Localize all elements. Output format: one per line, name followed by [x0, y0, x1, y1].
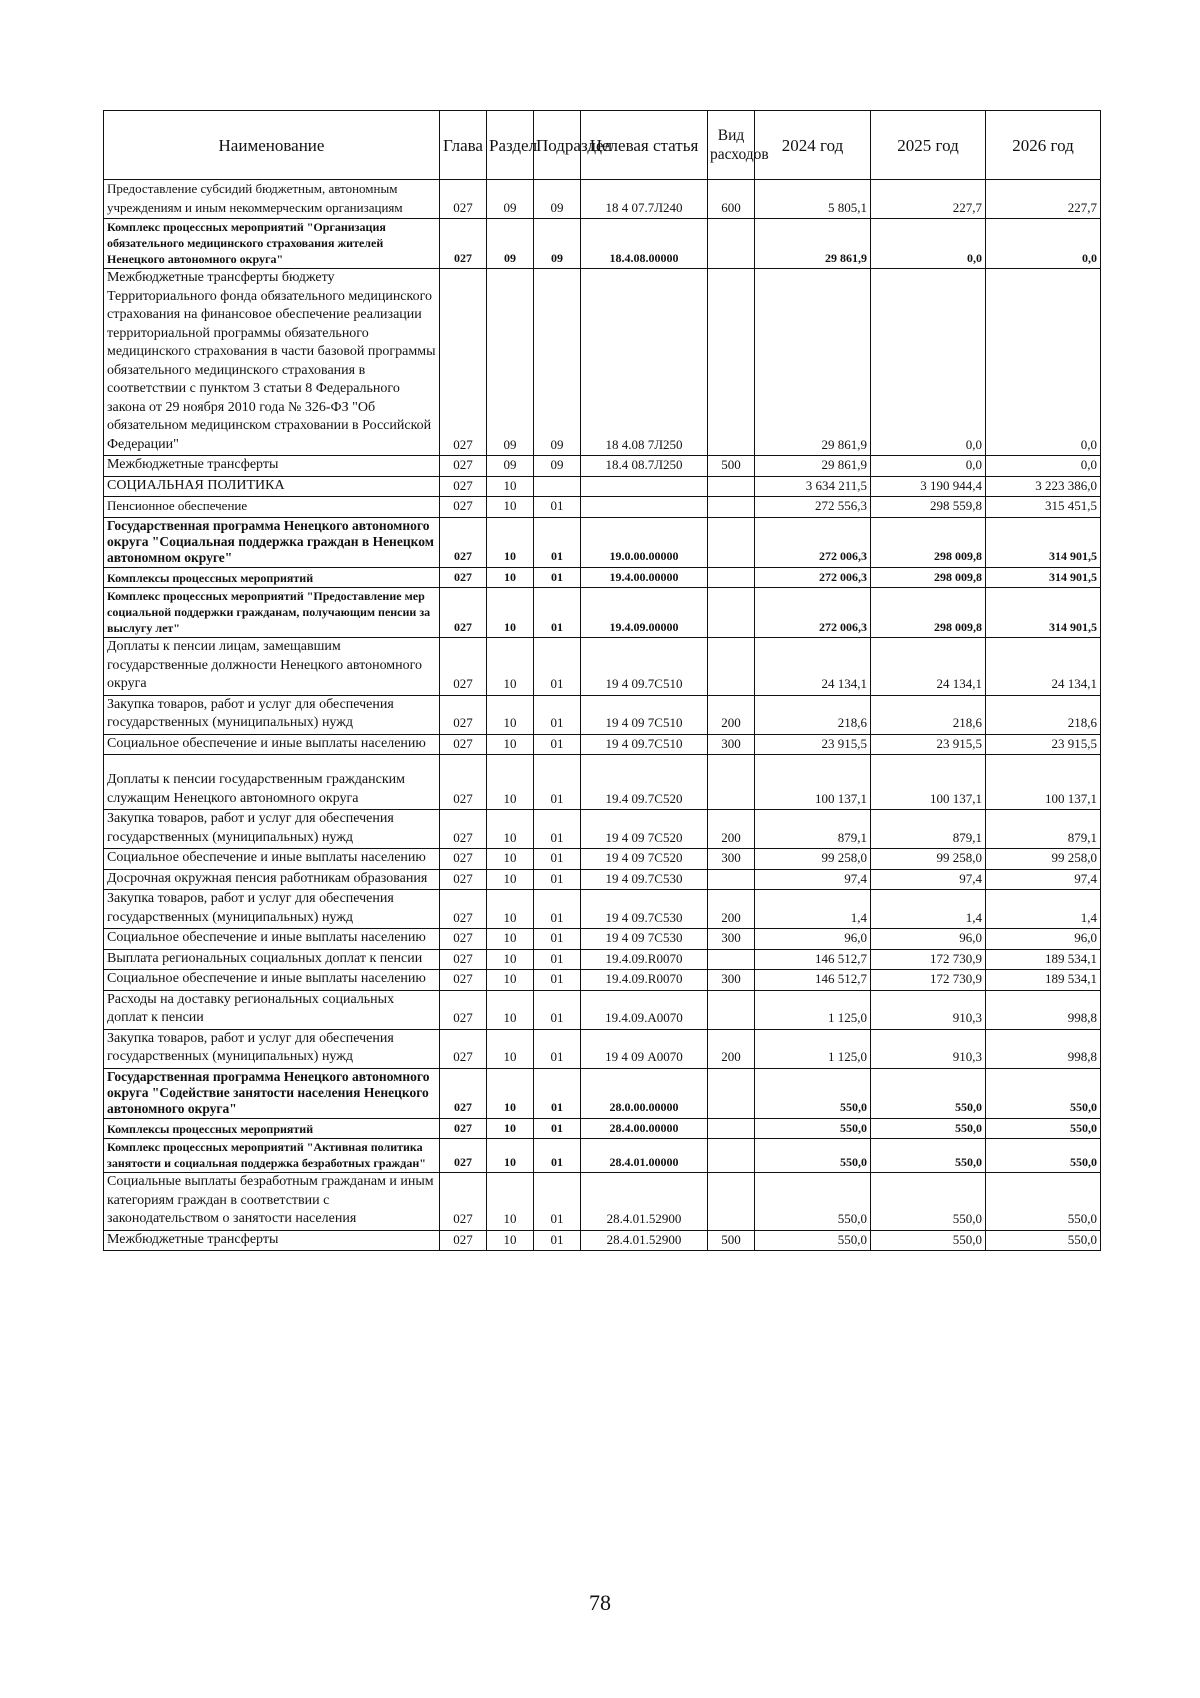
table-row	[104, 638, 1101, 696]
cell-2026: 218,6	[986, 695, 1101, 734]
cell-razdel: 10	[487, 638, 534, 696]
table-header-row	[104, 111, 1101, 180]
cell-glava: 027	[440, 810, 487, 849]
cell-article: 19 4 09.7С530	[581, 890, 708, 929]
cell-vid: 300	[708, 849, 755, 870]
table-row	[104, 1173, 1101, 1231]
cell-podrazdel: 09	[534, 456, 581, 477]
cell-podrazdel: 09	[534, 219, 581, 269]
header-vid: Вид расходов	[708, 111, 755, 180]
cell-article: 19.4.00.00000	[581, 567, 708, 588]
cell-vid: 300	[708, 970, 755, 991]
header-glava: Глава	[440, 111, 487, 180]
cell-podrazdel: 01	[534, 1068, 581, 1118]
cell-2025: 550,0	[871, 1068, 986, 1118]
cell-2026: 998,8	[986, 990, 1101, 1029]
cell-razdel: 10	[487, 970, 534, 991]
cell-vid: 200	[708, 810, 755, 849]
cell-razdel: 10	[487, 810, 534, 849]
cell-2026: 97,4	[986, 869, 1101, 890]
cell-glava: 027	[440, 734, 487, 755]
cell-article: 19 4 09.7С530	[581, 869, 708, 890]
cell-name: Предоставление субсидий бюджетным, автономным учреждениям и иным некоммерческим организациям	[104, 180, 440, 219]
cell-razdel: 10	[487, 869, 534, 890]
cell-2025: 550,0	[871, 1118, 986, 1139]
cell-vid	[708, 949, 755, 970]
cell-razdel: 10	[487, 1139, 534, 1173]
cell-podrazdel: 01	[534, 588, 581, 638]
cell-glava: 027	[440, 269, 487, 456]
cell-article: 18 4.08 7Л250	[581, 269, 708, 456]
cell-razdel: 10	[487, 476, 534, 497]
cell-article: 18.4 08.7Л250	[581, 456, 708, 477]
cell-article: 19 4 09 7С520	[581, 810, 708, 849]
cell-2024: 272 556,3	[755, 497, 871, 518]
cell-article: 28.4.01.52900	[581, 1173, 708, 1231]
cell-razdel: 09	[487, 269, 534, 456]
cell-article: 19.4.09.R0070	[581, 970, 708, 991]
cell-2025: 0,0	[871, 219, 986, 269]
cell-2024: 97,4	[755, 869, 871, 890]
cell-vid	[708, 755, 755, 810]
cell-2024: 24 134,1	[755, 638, 871, 696]
cell-name: Комплекс процессных мероприятий "Организация обязательного медицинского страхования жителей Ненецкого автономного округа"	[104, 219, 440, 269]
cell-2026: 550,0	[986, 1139, 1101, 1173]
cell-podrazdel: 01	[534, 1029, 581, 1068]
table-row	[104, 810, 1101, 849]
cell-2026: 24 134,1	[986, 638, 1101, 696]
cell-2026: 550,0	[986, 1118, 1101, 1139]
table-row	[104, 929, 1101, 950]
cell-razdel: 09	[487, 180, 534, 219]
cell-vid: 600	[708, 180, 755, 219]
table-row	[104, 1230, 1101, 1251]
cell-podrazdel: 01	[534, 497, 581, 518]
cell-vid: 300	[708, 929, 755, 950]
cell-2024: 1,4	[755, 890, 871, 929]
cell-razdel: 10	[487, 734, 534, 755]
cell-article: 19 4 09 А0070	[581, 1029, 708, 1068]
table-body	[104, 180, 1101, 1251]
cell-2024: 100 137,1	[755, 755, 871, 810]
cell-2024: 29 861,9	[755, 219, 871, 269]
cell-2025: 99 258,0	[871, 849, 986, 870]
cell-name: Межбюджетные трансферты	[104, 456, 440, 477]
cell-glava: 027	[440, 1068, 487, 1118]
cell-glava: 027	[440, 929, 487, 950]
cell-vid: 500	[708, 1230, 755, 1251]
cell-2025: 910,3	[871, 990, 986, 1029]
table-row	[104, 476, 1101, 497]
cell-name: Закупка товаров, работ и услуг для обеспечения государственных (муниципальных) нужд	[104, 890, 440, 929]
cell-razdel: 10	[487, 1068, 534, 1118]
cell-vid: 200	[708, 695, 755, 734]
cell-2026: 99 258,0	[986, 849, 1101, 870]
cell-glava: 027	[440, 1173, 487, 1231]
cell-podrazdel: 01	[534, 929, 581, 950]
cell-2024: 550,0	[755, 1139, 871, 1173]
cell-glava: 027	[440, 567, 487, 588]
header-razdel: Раздел	[487, 111, 534, 180]
cell-name: Досрочная окружная пенсия работникам образования	[104, 869, 440, 890]
cell-article: 19 4 09 7С510	[581, 695, 708, 734]
cell-glava: 027	[440, 695, 487, 734]
header-name: Наименование	[104, 111, 440, 180]
cell-razdel: 10	[487, 1230, 534, 1251]
cell-vid	[708, 1173, 755, 1231]
cell-name: Закупка товаров, работ и услуг для обеспечения государственных (муниципальных) нужд	[104, 810, 440, 849]
cell-razdel: 10	[487, 588, 534, 638]
cell-name: Социальное обеспечение и иные выплаты населению	[104, 970, 440, 991]
cell-name: Комплексы процессных мероприятий	[104, 1118, 440, 1139]
cell-2024: 550,0	[755, 1173, 871, 1231]
cell-article: 19 4 09 7С530	[581, 929, 708, 950]
cell-razdel: 09	[487, 456, 534, 477]
table-row	[104, 1068, 1101, 1118]
cell-2025: 298 009,8	[871, 517, 986, 567]
cell-razdel: 10	[487, 567, 534, 588]
cell-razdel: 10	[487, 1029, 534, 1068]
cell-2025: 879,1	[871, 810, 986, 849]
cell-razdel: 10	[487, 990, 534, 1029]
cell-2025: 0,0	[871, 269, 986, 456]
table-row	[104, 588, 1101, 638]
cell-2026: 3 223 386,0	[986, 476, 1101, 497]
cell-vid	[708, 588, 755, 638]
cell-2024: 29 861,9	[755, 269, 871, 456]
cell-2024: 550,0	[755, 1068, 871, 1118]
cell-2025: 3 190 944,4	[871, 476, 986, 497]
cell-glava: 027	[440, 219, 487, 269]
cell-name: Социальные выплаты безработным гражданам и иным категориям граждан в соответствии с законодательством о занятости населения	[104, 1173, 440, 1231]
table-row	[104, 755, 1101, 810]
cell-2024: 272 006,3	[755, 517, 871, 567]
cell-vid	[708, 219, 755, 269]
cell-article: 19.4.09.А0070	[581, 990, 708, 1029]
cell-2024: 272 006,3	[755, 567, 871, 588]
cell-2025: 96,0	[871, 929, 986, 950]
cell-2025: 1,4	[871, 890, 986, 929]
cell-glava: 027	[440, 517, 487, 567]
cell-2026: 550,0	[986, 1173, 1101, 1231]
cell-name: Межбюджетные трансферты	[104, 1230, 440, 1251]
cell-2024: 1 125,0	[755, 990, 871, 1029]
cell-glava: 027	[440, 180, 487, 219]
cell-article: 19 4 09.7С510	[581, 638, 708, 696]
cell-name: Социальное обеспечение и иные выплаты населению	[104, 734, 440, 755]
cell-article	[581, 476, 708, 497]
cell-name: Комплексы процессных мероприятий	[104, 567, 440, 588]
cell-2026: 550,0	[986, 1230, 1101, 1251]
cell-name: СОЦИАЛЬНАЯ ПОЛИТИКА	[104, 476, 440, 497]
table-row	[104, 497, 1101, 518]
cell-glava: 027	[440, 1230, 487, 1251]
table-row	[104, 869, 1101, 890]
cell-2024: 29 861,9	[755, 456, 871, 477]
cell-vid	[708, 497, 755, 518]
cell-2026: 0,0	[986, 269, 1101, 456]
cell-2026: 100 137,1	[986, 755, 1101, 810]
table-row	[104, 517, 1101, 567]
cell-name: Социальное обеспечение и иные выплаты населению	[104, 929, 440, 950]
cell-2024: 3 634 211,5	[755, 476, 871, 497]
table-row	[104, 990, 1101, 1029]
cell-podrazdel: 01	[534, 755, 581, 810]
cell-article: 19.4.09.00000	[581, 588, 708, 638]
cell-name: Комплекс процессных мероприятий "Активная политика занятости и социальная поддержка безработных граждан"	[104, 1139, 440, 1173]
cell-2024: 550,0	[755, 1118, 871, 1139]
cell-glava: 027	[440, 949, 487, 970]
header-article: Целевая статья	[581, 111, 708, 180]
cell-vid	[708, 990, 755, 1029]
cell-2025: 298 559,8	[871, 497, 986, 518]
cell-2026: 0,0	[986, 219, 1101, 269]
cell-2024: 272 006,3	[755, 588, 871, 638]
cell-glava: 027	[440, 588, 487, 638]
table-row	[104, 849, 1101, 870]
cell-2025: 298 009,8	[871, 588, 986, 638]
cell-glava: 027	[440, 476, 487, 497]
cell-podrazdel: 01	[534, 695, 581, 734]
cell-2025: 910,3	[871, 1029, 986, 1068]
cell-2026: 189 534,1	[986, 949, 1101, 970]
cell-2024: 23 915,5	[755, 734, 871, 755]
cell-2026: 23 915,5	[986, 734, 1101, 755]
cell-glava: 027	[440, 755, 487, 810]
cell-vid	[708, 567, 755, 588]
cell-2024: 1 125,0	[755, 1029, 871, 1068]
cell-2026: 1,4	[986, 890, 1101, 929]
cell-vid: 200	[708, 1029, 755, 1068]
header-podrazdel: Подраздел	[534, 111, 581, 180]
header-2025: 2025 год	[871, 111, 986, 180]
cell-name: Закупка товаров, работ и услуг для обеспечения государственных (муниципальных) нужд	[104, 695, 440, 734]
cell-article: 19.0.00.00000	[581, 517, 708, 567]
cell-glava: 027	[440, 869, 487, 890]
cell-2024: 99 258,0	[755, 849, 871, 870]
table-row	[104, 1139, 1101, 1173]
cell-2026: 314 901,5	[986, 588, 1101, 638]
table-row	[104, 219, 1101, 269]
cell-name: Комплекс процессных мероприятий "Предоставление мер социальной поддержки гражданам, получающим пенсии за выслугу лет"	[104, 588, 440, 638]
cell-2025: 24 134,1	[871, 638, 986, 696]
cell-2026: 314 901,5	[986, 517, 1101, 567]
cell-2024: 879,1	[755, 810, 871, 849]
cell-vid	[708, 1118, 755, 1139]
budget-table	[103, 110, 1101, 1251]
cell-vid	[708, 269, 755, 456]
cell-2025: 172 730,9	[871, 949, 986, 970]
cell-glava: 027	[440, 849, 487, 870]
cell-glava: 027	[440, 1139, 487, 1173]
table-row	[104, 269, 1101, 456]
cell-2024: 5 805,1	[755, 180, 871, 219]
cell-article: 18.4.08.00000	[581, 219, 708, 269]
cell-article: 19 4 09 7С520	[581, 849, 708, 870]
cell-2025: 97,4	[871, 869, 986, 890]
cell-razdel: 10	[487, 1118, 534, 1139]
cell-2026: 96,0	[986, 929, 1101, 950]
cell-vid	[708, 476, 755, 497]
cell-razdel: 09	[487, 219, 534, 269]
cell-razdel: 10	[487, 695, 534, 734]
cell-2026: 189 534,1	[986, 970, 1101, 991]
cell-article: 28.4.01.52900	[581, 1230, 708, 1251]
cell-2024: 96,0	[755, 929, 871, 950]
cell-vid	[708, 1139, 755, 1173]
cell-article: 19 4 09.7С510	[581, 734, 708, 755]
cell-name: Закупка товаров, работ и услуг для обеспечения государственных (муниципальных) нужд	[104, 1029, 440, 1068]
cell-article: 28.0.00.00000	[581, 1068, 708, 1118]
cell-2026: 0,0	[986, 456, 1101, 477]
cell-2026: 879,1	[986, 810, 1101, 849]
cell-2024: 146 512,7	[755, 949, 871, 970]
cell-2024: 218,6	[755, 695, 871, 734]
cell-2024: 550,0	[755, 1230, 871, 1251]
cell-glava: 027	[440, 990, 487, 1029]
cell-podrazdel: 01	[534, 1230, 581, 1251]
cell-podrazdel: 01	[534, 990, 581, 1029]
cell-name: Расходы на доставку региональных социальных доплат к пенсии	[104, 990, 440, 1029]
cell-podrazdel: 01	[534, 638, 581, 696]
cell-razdel: 10	[487, 890, 534, 929]
cell-glava: 027	[440, 1029, 487, 1068]
table-row	[104, 734, 1101, 755]
cell-glava: 027	[440, 1118, 487, 1139]
cell-name: Выплата региональных социальных доплат к пенсии	[104, 949, 440, 970]
cell-podrazdel: 01	[534, 869, 581, 890]
cell-vid: 200	[708, 890, 755, 929]
cell-vid	[708, 869, 755, 890]
cell-article: 28.4.01.00000	[581, 1139, 708, 1173]
cell-glava: 027	[440, 638, 487, 696]
cell-podrazdel: 01	[534, 949, 581, 970]
cell-podrazdel: 09	[534, 269, 581, 456]
cell-vid	[708, 1068, 755, 1118]
cell-2025: 550,0	[871, 1230, 986, 1251]
table-row	[104, 180, 1101, 219]
cell-razdel: 10	[487, 517, 534, 567]
header-2024: 2024 год	[755, 111, 871, 180]
table-row	[104, 695, 1101, 734]
cell-podrazdel: 01	[534, 1118, 581, 1139]
table-row	[104, 567, 1101, 588]
cell-2024: 146 512,7	[755, 970, 871, 991]
cell-2026: 227,7	[986, 180, 1101, 219]
header-2026: 2026 год	[986, 111, 1101, 180]
cell-podrazdel	[534, 476, 581, 497]
cell-vid: 300	[708, 734, 755, 755]
cell-2025: 23 915,5	[871, 734, 986, 755]
cell-podrazdel: 01	[534, 890, 581, 929]
cell-podrazdel: 01	[534, 1173, 581, 1231]
cell-name: Доплаты к пенсии государственным гражданским служащим Ненецкого автономного округа	[104, 755, 440, 810]
cell-razdel: 10	[487, 1173, 534, 1231]
cell-name: Межбюджетные трансферты бюджету Территориального фонда обязательного медицинского страхования на финансовое обеспечение реализации территориальной программы обязательного медицинского страхования в части базовой программы обязательного медицинского страхования в соответствии с пунктом 3 статьи 8 Федерального закона от 29 ноября 2010 года № 326-ФЗ "Об обязательном медицинском страховании в Российской Федерации"	[104, 269, 440, 456]
cell-glava: 027	[440, 970, 487, 991]
cell-glava: 027	[440, 456, 487, 477]
cell-podrazdel: 01	[534, 849, 581, 870]
cell-podrazdel: 01	[534, 567, 581, 588]
cell-2026: 550,0	[986, 1068, 1101, 1118]
cell-article: 28.4.00.00000	[581, 1118, 708, 1139]
table-row	[104, 1118, 1101, 1139]
cell-2026: 314 901,5	[986, 567, 1101, 588]
cell-name: Социальное обеспечение и иные выплаты населению	[104, 849, 440, 870]
cell-2025: 298 009,8	[871, 567, 986, 588]
cell-razdel: 10	[487, 497, 534, 518]
table-row	[104, 456, 1101, 477]
cell-razdel: 10	[487, 849, 534, 870]
cell-name: Государственная программа Ненецкого автономного округа "Содействие занятости населения Ненецкого автономного округа"	[104, 1068, 440, 1118]
table-row	[104, 890, 1101, 929]
cell-podrazdel: 09	[534, 180, 581, 219]
cell-2025: 550,0	[871, 1139, 986, 1173]
cell-podrazdel: 01	[534, 970, 581, 991]
cell-glava: 027	[440, 890, 487, 929]
cell-article	[581, 497, 708, 518]
cell-2025: 218,6	[871, 695, 986, 734]
cell-podrazdel: 01	[534, 517, 581, 567]
cell-vid	[708, 517, 755, 567]
cell-razdel: 10	[487, 929, 534, 950]
cell-article: 18 4 07.7Л240	[581, 180, 708, 219]
cell-razdel: 10	[487, 949, 534, 970]
table-row	[104, 949, 1101, 970]
cell-article: 19.4.09.R0070	[581, 949, 708, 970]
cell-article: 19.4 09.7С520	[581, 755, 708, 810]
cell-2026: 315 451,5	[986, 497, 1101, 518]
cell-2025: 227,7	[871, 180, 986, 219]
cell-podrazdel: 01	[534, 810, 581, 849]
cell-2025: 172 730,9	[871, 970, 986, 991]
cell-podrazdel: 01	[534, 734, 581, 755]
cell-podrazdel: 01	[534, 1139, 581, 1173]
cell-2025: 100 137,1	[871, 755, 986, 810]
cell-razdel: 10	[487, 755, 534, 810]
cell-name: Доплаты к пенсии лицам, замещавшим государственные должности Ненецкого автономного округа	[104, 638, 440, 696]
cell-2026: 998,8	[986, 1029, 1101, 1068]
cell-vid	[708, 638, 755, 696]
cell-glava: 027	[440, 497, 487, 518]
cell-name: Пенсионное обеспечение	[104, 497, 440, 518]
page-number: 78	[589, 1590, 611, 1615]
cell-name: Государственная программа Ненецкого автономного округа "Социальная поддержка граждан в Ненецком автономном округе"	[104, 517, 440, 567]
table-row	[104, 1029, 1101, 1068]
table-row	[104, 970, 1101, 991]
cell-2025: 550,0	[871, 1173, 986, 1231]
cell-vid: 500	[708, 456, 755, 477]
cell-2025: 0,0	[871, 456, 986, 477]
